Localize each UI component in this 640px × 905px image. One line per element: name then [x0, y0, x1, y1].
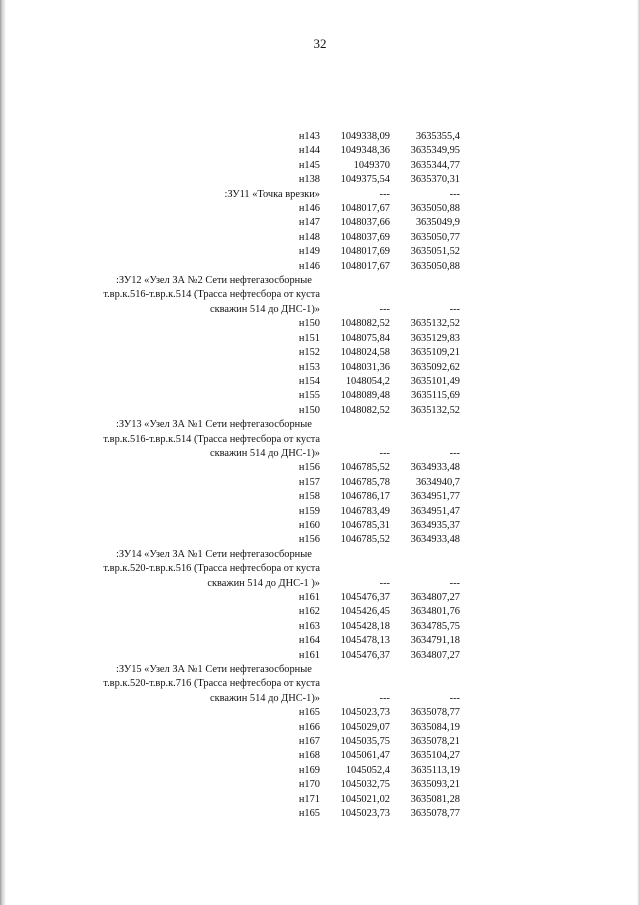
coordinate-row	[100, 735, 460, 749]
point-id: н171	[298, 793, 320, 805]
y-coordinate: 3634791,18	[410, 635, 460, 647]
x-coordinate: 1046785,31	[340, 519, 390, 531]
coordinate-row	[100, 605, 460, 619]
zone-title	[100, 188, 320, 202]
scan-edge-left	[0, 0, 6, 905]
zone-title-line: :ЗУ11 «Точка врезки»	[224, 188, 320, 200]
zone-header	[100, 418, 460, 461]
x-coordinate: 1046785,52	[340, 462, 390, 474]
y-coordinate: 3635370,31	[410, 174, 460, 186]
y-coordinate: 3635050,88	[410, 203, 460, 215]
coordinate-row	[100, 807, 460, 821]
coordinate-row	[100, 634, 460, 648]
x-coordinate: 1045478,13	[340, 635, 390, 647]
point-id: н165	[298, 707, 320, 719]
coordinate-row	[100, 519, 460, 533]
x-coordinate: 1045021,02	[340, 793, 390, 805]
point-id: н138	[298, 174, 320, 186]
zone-title	[100, 418, 320, 461]
point-id: н166	[298, 721, 320, 733]
coordinate-row	[100, 130, 460, 144]
x-coordinate: ---	[379, 447, 390, 459]
x-coordinate: 1045035,75	[340, 736, 390, 748]
y-coordinate: 3635132,52	[410, 404, 460, 416]
coordinate-row	[100, 404, 460, 418]
zone-header	[100, 548, 460, 591]
coordinate-row	[100, 490, 460, 504]
point-id: н147	[298, 217, 320, 229]
y-coordinate: 3635355,4	[415, 131, 460, 142]
coordinate-row	[100, 159, 460, 173]
y-coordinate: 3635109,21	[410, 347, 460, 359]
coordinate-row	[100, 706, 460, 720]
x-coordinate: 1046786,17	[340, 491, 390, 503]
coordinates-table	[100, 130, 460, 822]
x-coordinate: 1045023,73	[340, 808, 390, 820]
x-coordinate: 1048017,69	[340, 246, 390, 258]
zone-header	[100, 188, 460, 202]
x-coordinate: 1046783,49	[340, 505, 390, 517]
coordinate-row	[100, 778, 460, 792]
x-coordinate: 1048017,67	[340, 260, 390, 272]
y-coordinate: 3634940,7	[415, 476, 460, 488]
point-id: н162	[298, 606, 320, 618]
y-coordinate: 3635050,77	[410, 231, 460, 243]
coordinate-row	[100, 332, 460, 346]
x-coordinate: 1045061,47	[340, 750, 390, 762]
x-coordinate: 1048082,52	[340, 318, 390, 330]
coordinate-row	[100, 649, 460, 663]
x-coordinate: 1045426,45	[340, 606, 390, 618]
coordinate-row	[100, 361, 460, 375]
y-coordinate: 3635078,77	[410, 808, 460, 820]
y-coordinate: ---	[449, 303, 460, 315]
zone-title-line: скважин 514 до ДНС-1)»	[209, 692, 320, 704]
y-coordinate: ---	[449, 692, 460, 704]
point-id: н161	[298, 592, 320, 603]
x-coordinate: 1048054,2	[345, 375, 390, 387]
x-coordinate: 1045023,73	[340, 707, 390, 719]
x-coordinate: 1048089,48	[340, 390, 390, 402]
x-coordinate: 1045052,4	[345, 764, 390, 776]
x-coordinate: 1049375,54	[340, 174, 390, 186]
y-coordinate: 3635050,88	[410, 260, 460, 272]
y-coordinate: 3634801,76	[410, 606, 460, 618]
point-id: н158	[298, 491, 320, 503]
y-coordinate: 3635051,52	[410, 246, 460, 258]
point-id: н150	[298, 318, 320, 330]
coordinate-row	[100, 231, 460, 245]
x-coordinate: ---	[379, 692, 390, 704]
x-coordinate: 1049338,09	[340, 131, 390, 142]
x-coordinate: 1046785,78	[340, 476, 390, 488]
coordinate-row	[100, 389, 460, 403]
y-coordinate: 3635081,28	[410, 793, 460, 805]
coordinate-row	[100, 245, 460, 259]
y-coordinate: 3635113,19	[411, 764, 460, 776]
y-coordinate: 3635093,21	[410, 779, 460, 791]
x-coordinate: ---	[379, 303, 390, 315]
zone-header	[100, 274, 460, 317]
coordinate-row	[100, 764, 460, 778]
y-coordinate: 3634933,48	[410, 534, 460, 546]
y-coordinate: 3635049,9	[415, 217, 460, 229]
y-coordinate: 3634785,75	[410, 620, 460, 632]
x-coordinate: 1046785,52	[340, 534, 390, 546]
point-id: н150	[298, 404, 320, 416]
x-coordinate: 1049370	[353, 159, 390, 171]
coordinate-row	[100, 620, 460, 634]
zone-title-line: скважин 514 до ДНС-1 )»	[207, 577, 320, 589]
x-coordinate: ---	[379, 188, 390, 200]
zone-title-line: :ЗУ15 «Узел ЗА №1 Сети нефтегазосборные	[116, 664, 312, 676]
coordinate-row	[100, 260, 460, 274]
point-id: н145	[298, 159, 320, 171]
point-id: н144	[298, 145, 320, 157]
y-coordinate: 3634935,37	[410, 519, 460, 531]
point-id: н152	[298, 347, 320, 359]
y-coordinate: 3635084,19	[410, 721, 460, 733]
point-id: н156	[298, 462, 320, 474]
point-id: н148	[298, 231, 320, 243]
y-coordinate: 3634951,47	[410, 505, 460, 517]
x-coordinate: 1045476,37	[340, 649, 390, 661]
coordinate-row	[100, 793, 460, 807]
point-id: н170	[298, 779, 320, 791]
zone-title-line: :ЗУ14 «Узел ЗА №1 Сети нефтегазосборные	[116, 548, 312, 560]
y-coordinate: 3635101,49	[410, 375, 460, 387]
point-id: н149	[298, 246, 320, 258]
y-coordinate: 3635349,95	[410, 145, 460, 157]
coordinate-row	[100, 317, 460, 331]
zone-title	[100, 548, 320, 591]
point-id: н156	[298, 534, 320, 546]
coordinate-row	[100, 749, 460, 763]
point-id: н169	[298, 764, 320, 776]
point-id: н159	[298, 505, 320, 517]
x-coordinate: 1048017,67	[340, 203, 390, 215]
y-coordinate: 3635129,83	[410, 332, 460, 344]
zone-title-line: скважин 514 до ДНС-1)»	[209, 303, 320, 315]
point-id: н153	[298, 361, 320, 373]
y-coordinate: ---	[449, 447, 460, 459]
point-id: н163	[298, 620, 320, 632]
y-coordinate: 3634807,27	[410, 592, 460, 603]
y-coordinate: ---	[449, 188, 460, 200]
x-coordinate: 1048037,66	[340, 217, 390, 229]
point-id: н143	[298, 131, 320, 142]
point-id: н146	[298, 203, 320, 215]
coordinate-row	[100, 346, 460, 360]
point-id: н146	[298, 260, 320, 272]
coordinate-row	[100, 375, 460, 389]
zone-title	[100, 274, 320, 317]
zone-title-line: :ЗУ12 «Узел ЗА №2 Сети нефтегазосборные	[116, 275, 312, 287]
y-coordinate: 3635104,27	[410, 750, 460, 762]
zone-header	[100, 663, 460, 706]
x-coordinate: 1048024,58	[340, 347, 390, 359]
x-coordinate: 1049348,36	[340, 145, 390, 157]
y-coordinate: ---	[449, 577, 460, 589]
coordinate-row	[100, 533, 460, 547]
x-coordinate: 1048075,84	[340, 332, 390, 344]
y-coordinate: 3635092,62	[410, 361, 460, 373]
coordinate-row	[100, 216, 460, 230]
zone-title-line: т.вр.к.516-т.вр.к.514 (Трасса нефтесбора от куста	[103, 289, 320, 301]
y-coordinate: 3634807,27	[410, 649, 460, 661]
point-id: н155	[298, 390, 320, 402]
x-coordinate: 1045476,37	[340, 592, 390, 603]
coordinate-row	[100, 721, 460, 735]
x-coordinate: 1045428,18	[340, 620, 390, 632]
point-id: н157	[298, 476, 320, 488]
zone-title-line: т.вр.к.520-т.вр.к.716 (Трасса нефтесбора от куста	[103, 678, 320, 690]
x-coordinate: 1048031,36	[340, 361, 390, 373]
zone-title-line: скважин 514 до ДНС-1)»	[209, 447, 320, 459]
page-number: 32	[313, 36, 327, 51]
x-coordinate: 1048082,52	[340, 404, 390, 416]
x-coordinate: 1048037,69	[340, 231, 390, 243]
y-coordinate: 3634933,48	[410, 462, 460, 474]
y-coordinate: 3635115,69	[411, 390, 460, 402]
zone-title-line: :ЗУ13 «Узел ЗА №1 Сети нефтегазосборные	[116, 419, 312, 431]
point-id: н167	[298, 736, 320, 748]
coordinate-row	[100, 591, 460, 605]
coordinate-row	[100, 505, 460, 519]
coordinate-row	[100, 476, 460, 490]
x-coordinate: ---	[379, 577, 390, 589]
y-coordinate: 3635344,77	[410, 159, 460, 171]
point-id: н164	[298, 635, 320, 647]
coordinate-row	[100, 202, 460, 216]
y-coordinate: 3635132,52	[410, 318, 460, 330]
x-coordinate: 1045032,75	[340, 779, 390, 791]
zone-title-line: т.вр.к.516-т.вр.к.514 (Трасса нефтесбора от куста	[103, 433, 320, 445]
point-id: н168	[298, 750, 320, 762]
coordinate-row	[100, 173, 460, 187]
zone-title	[100, 663, 320, 706]
x-coordinate: 1045029,07	[340, 721, 390, 733]
point-id: н151	[298, 332, 320, 344]
zone-title-line: т.вр.к.520-т.вр.к.516 (Трасса нефтесбора от куста	[103, 563, 320, 575]
y-coordinate: 3635078,77	[410, 707, 460, 719]
point-id: н165	[298, 808, 320, 820]
point-id: н154	[298, 375, 320, 387]
y-coordinate: 3634951,77	[410, 491, 460, 503]
y-coordinate: 3635078,21	[410, 736, 460, 748]
point-id: н160	[298, 519, 320, 531]
point-id: н161	[298, 649, 320, 661]
coordinate-row	[100, 461, 460, 475]
coordinate-row	[100, 144, 460, 158]
